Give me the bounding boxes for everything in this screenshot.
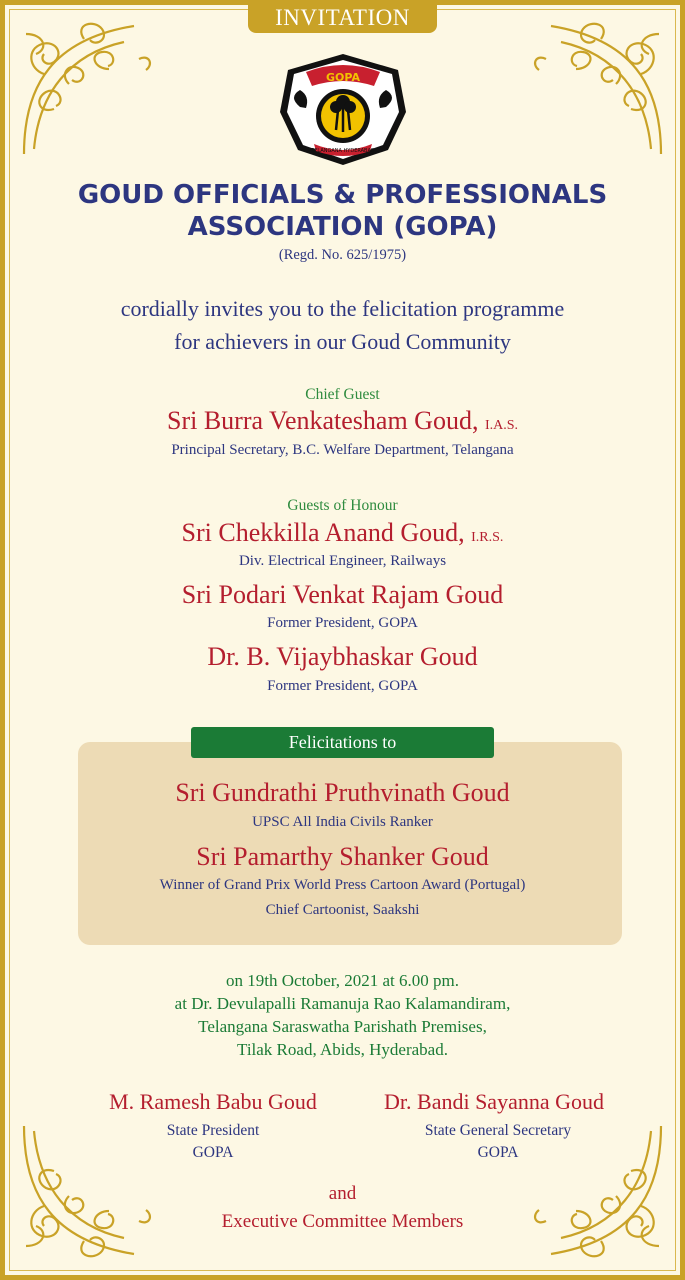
guest-name: Dr. B. Vijaybhaskar Goud — [207, 642, 478, 671]
corner-ornament-icon — [14, 14, 164, 164]
signatory-org: GOPA — [192, 1144, 234, 1161]
guest-name: Sri Podari Venkat Rajam Goud — [181, 580, 504, 609]
logo-top-text: GOPA — [326, 71, 360, 84]
closing-and: and — [328, 1183, 357, 1204]
chief-guest-designation: Principal Secretary, B.C. Welfare Department, Telangana — [171, 442, 514, 458]
felicitee-name: Sri Gundrathi Pruthvinath Goud — [175, 778, 510, 807]
signatory-name: M. Ramesh Babu Goud — [109, 1089, 317, 1114]
guest-designation: Former President, GOPA — [267, 615, 418, 631]
signatory-name: Dr. Bandi Sayanna Goud — [384, 1089, 604, 1114]
executive-committee: Executive Committee Members — [221, 1211, 464, 1232]
event-premises: Telangana Saraswatha Parishath Premises, — [198, 1017, 487, 1036]
invite-line-2: for achievers in our Goud Community — [174, 329, 511, 354]
guest-designation: Former President, GOPA — [267, 678, 418, 694]
signatory-title: State President — [166, 1122, 260, 1139]
felicitee-detail: Chief Cartoonist, Saakshi — [265, 902, 420, 918]
felicitee-detail: UPSC All India Civils Ranker — [252, 814, 433, 830]
org-name-line-1: GOUD OFFICIALS & PROFESSIONALS — [77, 180, 608, 210]
event-date: on 19th October, 2021 at 6.00 pm. — [225, 971, 460, 990]
guest-designation: Div. Electrical Engineer, Railways — [238, 553, 447, 569]
chief-guest-label: Chief Guest — [305, 386, 380, 403]
guest-suffix: I.R.S. — [471, 530, 504, 545]
org-name-line-2: ASSOCIATION (GOPA) — [187, 212, 498, 242]
event-venue: at Dr. Devulapalli Ramanuja Rao Kalamandiram, — [174, 994, 511, 1013]
invitation-banner: INVITATION — [248, 0, 437, 33]
guest-name: Sri Chekkilla Anand Goud, I.R.S. — [181, 518, 504, 547]
registration-number: (Regd. No. 625/1975) — [278, 247, 407, 263]
felicitations-label: Felicitations to — [191, 727, 494, 758]
signatory-org: GOPA — [477, 1144, 519, 1161]
felicitee-name: Sri Pamarthy Shanker Goud — [196, 842, 489, 871]
invite-line-1: cordially invites you to the felicitation programme — [120, 296, 565, 321]
gopa-logo — [278, 52, 408, 167]
logo-bottom-text: TELANGANA HYDERABAD — [311, 148, 375, 154]
corner-ornament-icon — [521, 14, 671, 164]
guests-of-honour-label: Guests of Honour — [287, 497, 398, 514]
event-address: Tilak Road, Abids, Hyderabad. — [237, 1040, 448, 1059]
chief-guest-suffix: I.A.S. — [484, 418, 519, 433]
felicitee-detail: Winner of Grand Prix World Press Cartoon Award (Portugal) — [159, 877, 526, 893]
signatory-title: State General Secretary — [424, 1122, 572, 1139]
chief-guest-name: Sri Burra Venkatesham Goud, I.A.S. — [166, 406, 519, 435]
